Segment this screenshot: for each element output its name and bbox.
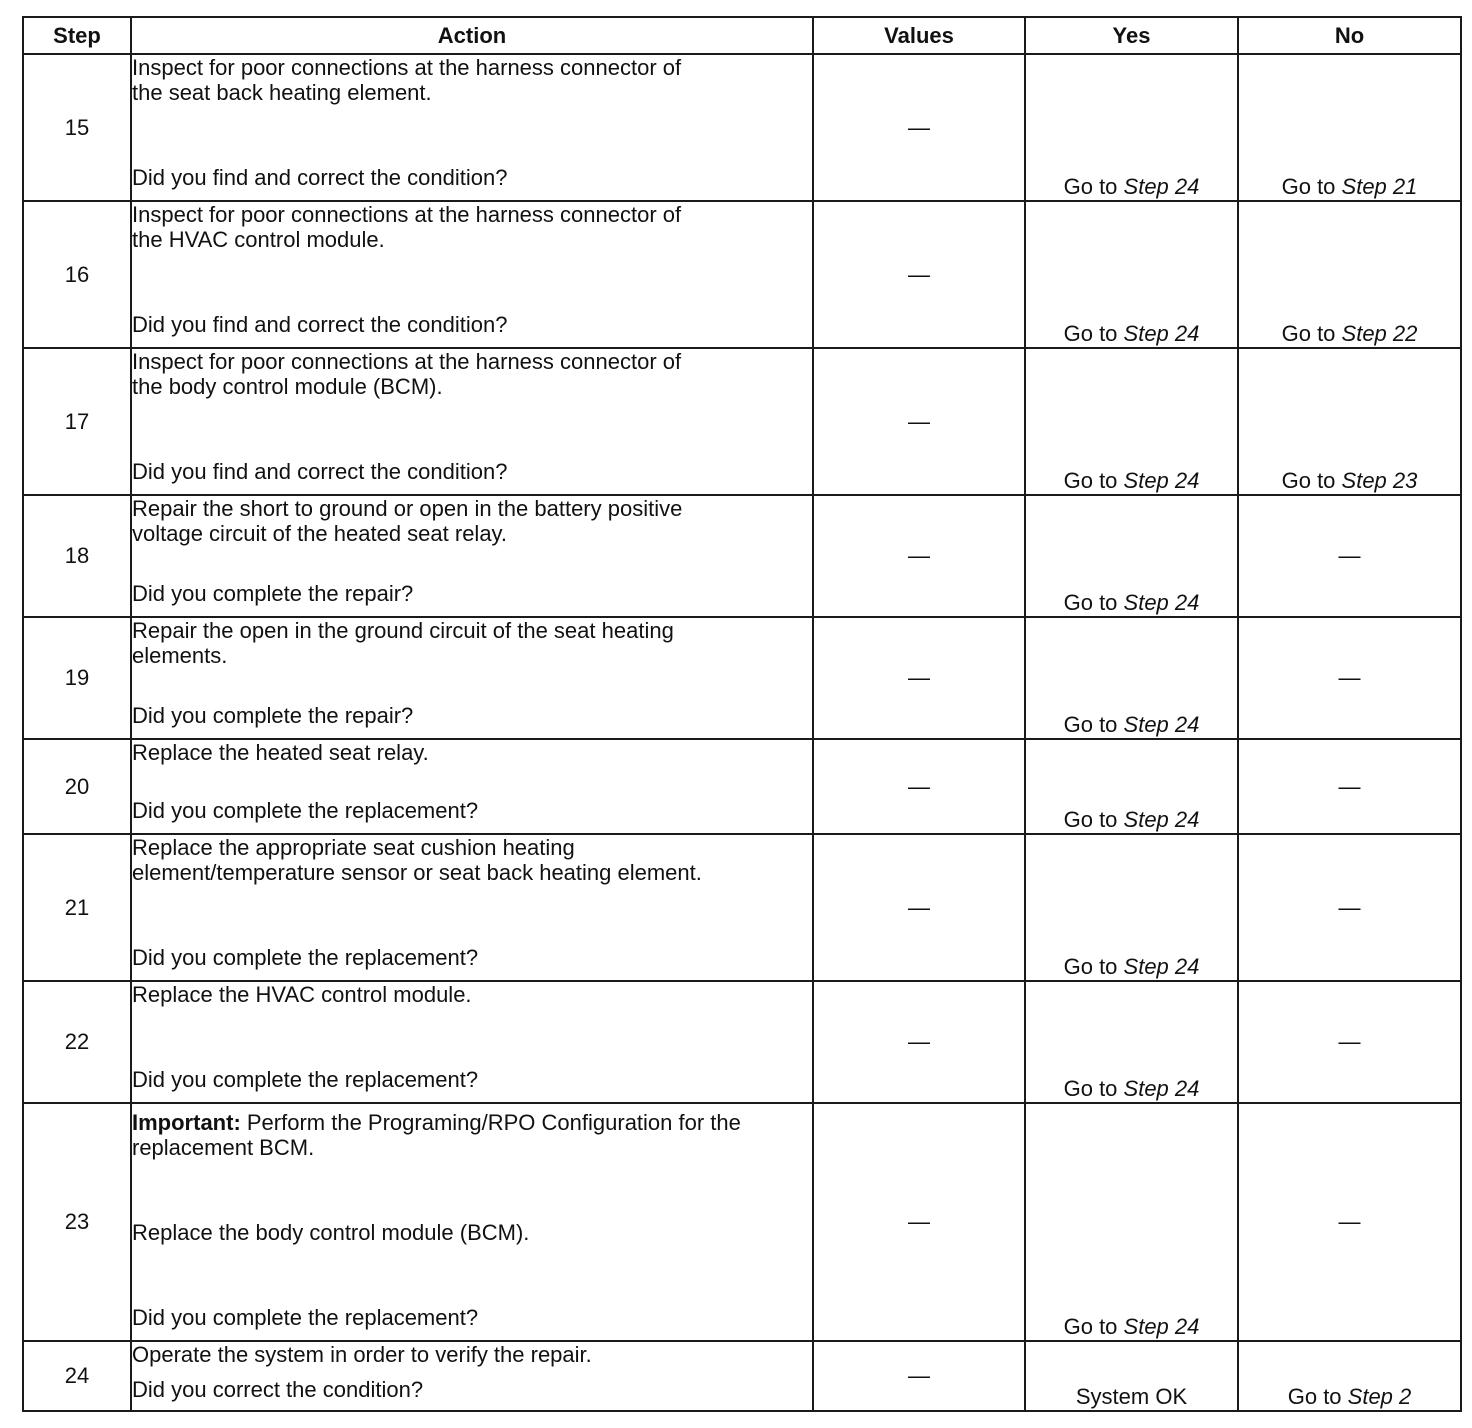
- yes-step-ref: Step 24: [1123, 321, 1200, 346]
- yes-cell: [1025, 201, 1238, 348]
- yes-prefix: Go to: [1063, 1076, 1124, 1101]
- action-question: Did you complete the repair?: [132, 703, 414, 728]
- no-cell: —: [1238, 617, 1461, 739]
- step-number: 15: [23, 54, 131, 201]
- no-prefix: Go to: [1287, 1384, 1348, 1409]
- yes-prefix: Go to: [1063, 1314, 1124, 1339]
- values-cell: —: [813, 981, 1025, 1103]
- action-question: Did you complete the replacement?: [132, 1305, 479, 1330]
- step-number: 19: [23, 617, 131, 739]
- values-cell: —: [813, 495, 1025, 617]
- step-number: 18: [23, 495, 131, 617]
- action-question: Did you find and correct the condition?: [132, 312, 508, 337]
- no-step-ref: Step 21: [1341, 174, 1418, 199]
- yes-cell: [1025, 617, 1238, 739]
- table-row: [23, 348, 1461, 495]
- values-cell: —: [813, 348, 1025, 495]
- action-line: Replace the HVAC control module.: [132, 982, 472, 1007]
- header-action: Action: [131, 17, 813, 54]
- header-row: [23, 17, 1461, 54]
- action-line: Replace the appropriate seat cushion heating: [132, 835, 575, 860]
- action-cell: [131, 201, 813, 348]
- action-question: Did you find and correct the condition?: [132, 165, 508, 190]
- action-cell: [131, 1341, 813, 1411]
- action-question: Did you complete the repair?: [132, 581, 414, 606]
- yes-step-ref: Step 24: [1123, 712, 1200, 737]
- values-cell: —: [813, 54, 1025, 201]
- table-row: [23, 54, 1461, 201]
- yes-step-ref: Step 24: [1123, 807, 1200, 832]
- yes-prefix: Go to: [1063, 807, 1124, 832]
- step-number: 23: [23, 1103, 131, 1341]
- action-question: Did you find and correct the condition?: [132, 459, 508, 484]
- yes-step-ref: Step 24: [1123, 174, 1200, 199]
- no-cell: —: [1238, 834, 1461, 981]
- step-number: 24: [23, 1341, 131, 1411]
- values-cell: —: [813, 834, 1025, 981]
- action-line: the HVAC control module.: [132, 227, 385, 252]
- yes-prefix: Go to: [1063, 954, 1124, 979]
- action-line: Replace the heated seat relay.: [132, 740, 429, 765]
- yes-prefix: Go to: [1063, 174, 1124, 199]
- step-number: 20: [23, 739, 131, 834]
- important-label: Important:: [132, 1110, 241, 1135]
- no-cell: [1238, 201, 1461, 348]
- yes-cell: [1025, 981, 1238, 1103]
- yes-step-ref: Step 24: [1123, 954, 1200, 979]
- yes-step-ref: Step 24: [1123, 468, 1200, 493]
- action-line: Replace the body control module (BCM).: [132, 1220, 530, 1245]
- action-line: elements.: [132, 643, 228, 668]
- values-cell: —: [813, 1103, 1025, 1341]
- yes-cell: [1025, 348, 1238, 495]
- yes-cell: [1025, 1103, 1238, 1341]
- table-row: [23, 1103, 1461, 1341]
- no-step-ref: Step 22: [1341, 321, 1418, 346]
- yes-step-ref: Step 24: [1123, 590, 1200, 615]
- header-no: No: [1238, 17, 1461, 54]
- action-question: Did you complete the replacement?: [132, 1067, 479, 1092]
- no-step-ref: Step 23: [1341, 468, 1418, 493]
- table-row: [23, 1341, 1461, 1411]
- values-cell: —: [813, 617, 1025, 739]
- no-cell: [1238, 348, 1461, 495]
- yes-step-ref: Step 24: [1123, 1076, 1200, 1101]
- values-cell: —: [813, 201, 1025, 348]
- no-cell: —: [1238, 1103, 1461, 1341]
- yes-cell: System OK: [1025, 1341, 1238, 1411]
- table-row: [23, 201, 1461, 348]
- no-prefix: Go to: [1281, 321, 1342, 346]
- yes-step-ref: Step 24: [1123, 1314, 1200, 1339]
- step-number: 16: [23, 201, 131, 348]
- yes-prefix: Go to: [1063, 321, 1124, 346]
- table-row: [23, 981, 1461, 1103]
- action-cell: [131, 54, 813, 201]
- action-question: Did you complete the replacement?: [132, 798, 479, 823]
- no-step-ref: Step 2: [1347, 1384, 1412, 1409]
- table-row: [23, 617, 1461, 739]
- step-number: 21: [23, 834, 131, 981]
- action-cell: [131, 348, 813, 495]
- action-line: element/temperature sensor or seat back heating element.: [132, 860, 702, 885]
- no-cell: —: [1238, 739, 1461, 834]
- no-prefix: Go to: [1281, 174, 1342, 199]
- diagnostic-table: [22, 16, 1462, 1412]
- no-cell: —: [1238, 495, 1461, 617]
- action-cell: [131, 495, 813, 617]
- action-line: voltage circuit of the heated seat relay.: [132, 521, 508, 546]
- values-cell: —: [813, 739, 1025, 834]
- action-question: Did you correct the condition?: [132, 1377, 424, 1402]
- table-row: [23, 834, 1461, 981]
- action-cell: [131, 739, 813, 834]
- yes-prefix: Go to: [1063, 468, 1124, 493]
- step-number: 17: [23, 348, 131, 495]
- action-question: Did you complete the replacement?: [132, 945, 479, 970]
- action-cell: [131, 834, 813, 981]
- action-line: Operate the system in order to verify the repair.: [132, 1342, 592, 1367]
- action-cell: [131, 1103, 813, 1341]
- header-values: Values: [813, 17, 1025, 54]
- action-line: Inspect for poor connections at the harness connector of: [132, 55, 682, 80]
- important-text: Perform the Programing/RPO Configuration for the replacement BCM.: [132, 1110, 741, 1160]
- action-line: Inspect for poor connections at the harness connector of: [132, 202, 682, 227]
- no-cell: [1238, 1341, 1461, 1411]
- action-cell: [131, 981, 813, 1103]
- yes-prefix: Go to: [1063, 590, 1124, 615]
- yes-cell: [1025, 495, 1238, 617]
- action-line: the seat back heating element.: [132, 80, 432, 105]
- action-cell: [131, 617, 813, 739]
- action-line: the body control module (BCM).: [132, 374, 443, 399]
- yes-cell: [1025, 54, 1238, 201]
- no-cell: —: [1238, 981, 1461, 1103]
- header-step: Step: [23, 17, 131, 54]
- step-number: 22: [23, 981, 131, 1103]
- action-line: Inspect for poor connections at the harness connector of: [132, 349, 682, 374]
- no-cell: [1238, 54, 1461, 201]
- table-row: [23, 495, 1461, 617]
- yes-cell: [1025, 834, 1238, 981]
- action-line: Repair the open in the ground circuit of the seat heating: [132, 618, 674, 643]
- yes-prefix: Go to: [1063, 712, 1124, 737]
- yes-cell: [1025, 739, 1238, 834]
- no-prefix: Go to: [1281, 468, 1342, 493]
- action-line: Repair the short to ground or open in the battery positive: [132, 496, 683, 521]
- table-row: [23, 739, 1461, 834]
- values-cell: —: [813, 1341, 1025, 1411]
- header-yes: Yes: [1025, 17, 1238, 54]
